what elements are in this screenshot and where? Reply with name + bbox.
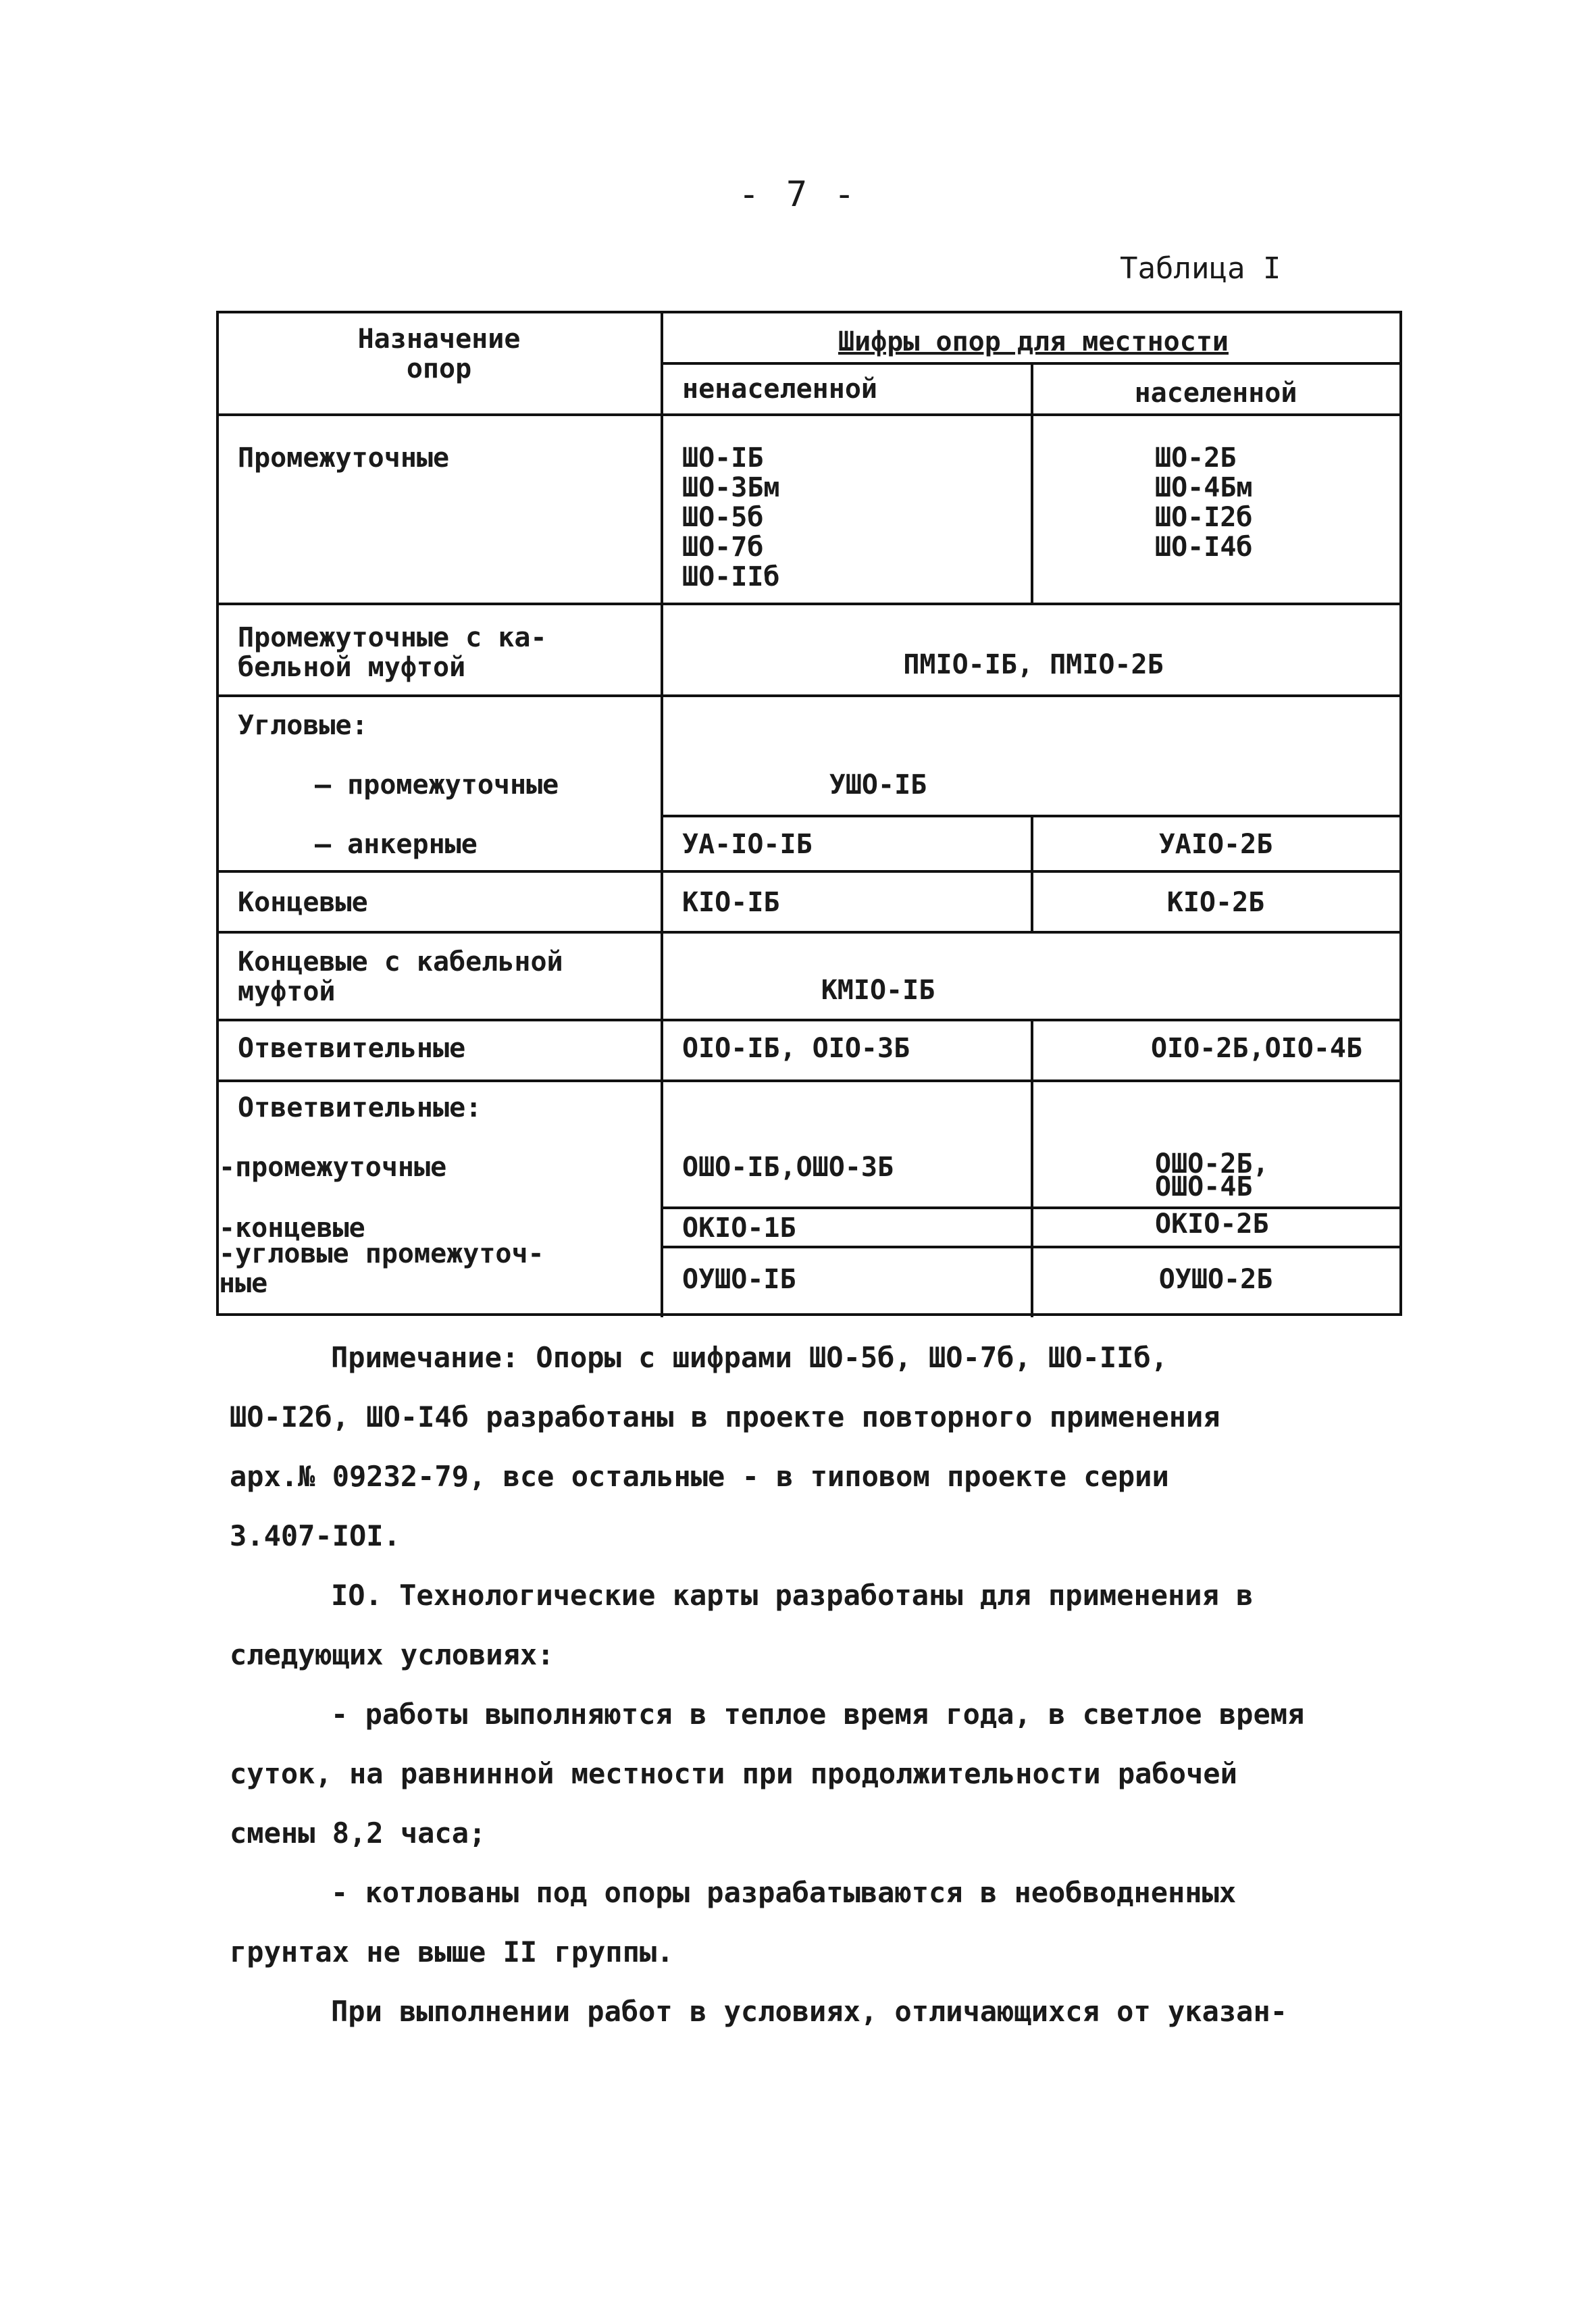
bullet-pits <box>230 1863 1391 1982</box>
note-line: 3.407-IOI. <box>230 1519 401 1552</box>
row-both: КМIО-IБ <box>821 975 935 1006</box>
note-line: Примечание: Опоры с шифрами ШО-5б, ШО-7б, ШО-IIб, <box>331 1341 1168 1374</box>
row-inhabited: УАIО-2Б <box>1158 829 1273 860</box>
row-purpose: – промежуточные <box>315 769 559 800</box>
bullet-work-conditions <box>230 1685 1391 1863</box>
row-uninhabited: ШО-IБ ШО-3Бм ШО-5б ШО-7б ШО-IIб <box>682 442 780 592</box>
row-uninhabited: УА-IО-IБ <box>682 829 813 860</box>
row-uninhabited: КIО-IБ <box>682 887 780 918</box>
row-inhabited: КIО-2Б <box>1166 887 1265 918</box>
header-inhabited: населенной <box>1134 378 1297 409</box>
closing-paragraph <box>230 1982 1391 2041</box>
closing-line: При выполнении работ в условиях, отличающихся от указан- <box>331 1995 1288 2028</box>
bullet-line: - работы выполняются в теплое время года, в светлое время <box>331 1698 1305 1731</box>
note-line: ШО-I2б, ШО-I4б разработаны в проекте повторного применения <box>230 1400 1220 1433</box>
supports-table <box>216 311 1402 1317</box>
row-inhabited: ОIО-2Б,ОIО-4Б <box>1151 1033 1363 1064</box>
row-inhabited: ОШО-2Б, ОШО-4Б <box>1155 1148 1269 1202</box>
row-purpose: Концевые <box>238 887 368 918</box>
bullet-line: - котлованы под опоры разрабатываются в необводненных <box>331 1876 1237 1909</box>
row-purpose: – анкерные <box>315 829 478 860</box>
header-codes: Шифры опор для местности <box>838 326 1229 357</box>
bullet-line: суток, на равнинной местности при продолжительности рабочей <box>230 1757 1237 1790</box>
row-inhabited: ШО-2Б ШО-4Бм ШО-I2б ШО-I4б <box>1155 442 1253 563</box>
row-purpose: Ответвительные: <box>238 1092 482 1123</box>
bullet-line: смены 8,2 часа; <box>230 1816 486 1850</box>
row-purpose: Промежуточные с ка- бельной муфтой <box>238 622 547 683</box>
row-purpose: Промежуточные <box>238 442 450 474</box>
row-purpose: Ответвительные <box>238 1033 466 1064</box>
row-uninhabited: ОКIО-1Б <box>682 1213 796 1244</box>
section-10-paragraph <box>230 1566 1391 1685</box>
row-uninhabited: ОШО-IБ,ОШО-3Б <box>682 1152 894 1183</box>
note-line: арх.№ 09232-79, все остальные - в типовом проекте серии <box>230 1460 1169 1493</box>
section-10-line: IO. Технологические карты разработаны для применения в <box>331 1579 1254 1612</box>
table-caption: Таблица I <box>1120 251 1281 286</box>
row-purpose: -промежуточные <box>219 1152 447 1183</box>
header-purpose: Назначение опор <box>357 324 521 384</box>
row-purpose: -концевые <box>219 1213 365 1244</box>
row-uninhabited: ОУШО-IБ <box>682 1264 796 1295</box>
row-purpose: Концевые с кабельной муфтой <box>238 946 563 1007</box>
header-uninhabited: ненаселенной <box>682 374 877 405</box>
row-inhabited: ОУШО-2Б <box>1158 1264 1273 1295</box>
row-purpose: Угловые: <box>238 710 368 741</box>
row-uninhabited: ОIО-IБ, ОIО-3Б <box>682 1033 910 1064</box>
row-inhabited: ОКIО-2Б <box>1155 1209 1269 1240</box>
bullet-line: грунтах не выше II группы. <box>230 1935 674 1968</box>
row-both: УШО-IБ <box>829 769 927 800</box>
note-paragraph <box>230 1328 1391 1566</box>
row-both: ПМIО-IБ, ПМIО-2Б <box>903 649 1164 680</box>
row-purpose: -угловые промежуточ- ные <box>219 1238 544 1299</box>
page-number: - 7 - <box>738 174 858 215</box>
section-10-line: следующих условиях: <box>230 1638 555 1671</box>
